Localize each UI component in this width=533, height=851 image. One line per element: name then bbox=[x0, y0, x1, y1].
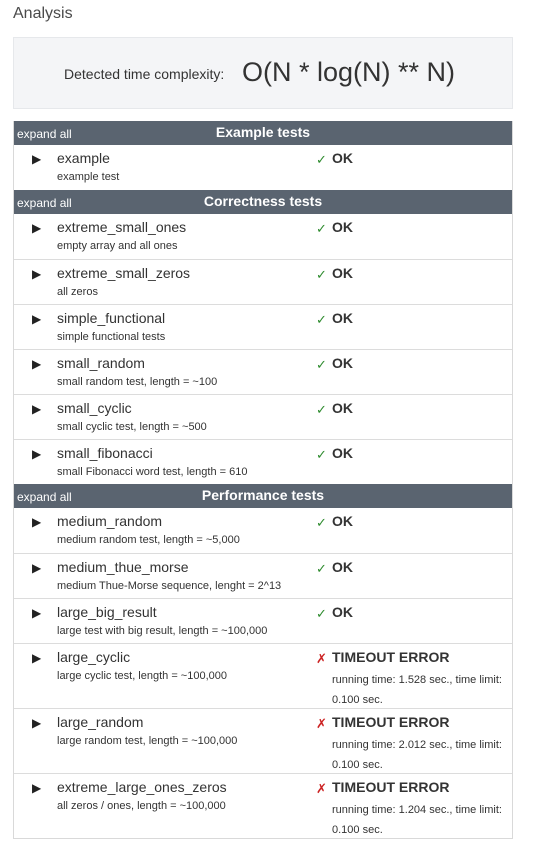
test-status: OK bbox=[332, 400, 353, 416]
test-status: OK bbox=[332, 445, 353, 461]
group-header bbox=[14, 484, 512, 508]
status-detail: running time: 1.204 sec., time limit: 0.100 sec. bbox=[332, 804, 502, 836]
expand-arrow-icon[interactable]: ▶ bbox=[32, 267, 42, 281]
page-title: Analysis bbox=[13, 5, 73, 22]
test-description: small cyclic test, length = ~500 bbox=[57, 421, 207, 433]
test-status: OK bbox=[332, 150, 353, 166]
group-title: Correctness tests bbox=[203, 193, 323, 209]
expand-arrow-icon[interactable]: ▶ bbox=[32, 515, 42, 529]
test-description: large test with big result, length = ~100,000 bbox=[57, 625, 268, 637]
test-name: extreme_large_ones_zeros bbox=[57, 779, 227, 795]
cross-icon: ✗ bbox=[316, 716, 327, 731]
expand-arrow-icon[interactable]: ▶ bbox=[32, 606, 42, 620]
test-name: extreme_small_ones bbox=[57, 219, 187, 235]
expand-arrow-icon[interactable]: ▶ bbox=[32, 221, 42, 235]
test-description: medium random test, length = ~5,000 bbox=[57, 534, 240, 546]
test-name: simple_functional bbox=[57, 310, 166, 326]
check-icon: ✓ bbox=[316, 447, 327, 462]
check-icon: ✓ bbox=[316, 606, 327, 621]
check-icon: ✓ bbox=[316, 312, 327, 327]
test-name: large_cyclic bbox=[57, 649, 131, 665]
test-description: medium Thue-Morse sequence, lenght = 2^13 bbox=[57, 580, 282, 592]
expand-arrow-icon[interactable]: ▶ bbox=[32, 357, 42, 371]
expand-arrow-icon[interactable]: ▶ bbox=[32, 716, 42, 730]
test-status: OK bbox=[332, 513, 353, 529]
expand-arrow-icon[interactable]: ▶ bbox=[32, 447, 42, 461]
check-icon: ✓ bbox=[316, 152, 327, 167]
expand-all-link[interactable]: expand all bbox=[17, 196, 72, 210]
test-name: example bbox=[57, 150, 110, 166]
test-description: example test bbox=[57, 171, 120, 183]
test-row[interactable] bbox=[14, 598, 512, 643]
group-header bbox=[14, 121, 512, 145]
test-row[interactable] bbox=[14, 304, 512, 349]
test-description: all zeros bbox=[57, 286, 98, 298]
test-status: TIMEOUT ERROR bbox=[332, 779, 450, 795]
test-name: medium_thue_morse bbox=[57, 559, 189, 575]
test-status: OK bbox=[332, 310, 353, 326]
expand-arrow-icon[interactable]: ▶ bbox=[32, 561, 42, 575]
test-name: extreme_small_zeros bbox=[57, 265, 191, 281]
expand-arrow-icon[interactable]: ▶ bbox=[32, 312, 42, 326]
expand-arrow-icon[interactable]: ▶ bbox=[32, 651, 42, 665]
expand-arrow-icon[interactable]: ▶ bbox=[32, 781, 42, 795]
test-status: OK bbox=[332, 559, 353, 575]
check-icon: ✓ bbox=[316, 402, 327, 417]
test-row[interactable] bbox=[14, 214, 512, 259]
test-row[interactable] bbox=[14, 773, 512, 838]
test-row[interactable] bbox=[14, 708, 512, 773]
test-name: small_cyclic bbox=[57, 400, 132, 416]
test-row[interactable] bbox=[14, 259, 512, 304]
test-row[interactable] bbox=[14, 508, 512, 553]
test-status: OK bbox=[332, 604, 353, 620]
status-detail: running time: 2.012 sec., time limit: 0.100 sec. bbox=[332, 739, 502, 771]
expand-arrow-icon[interactable]: ▶ bbox=[32, 402, 42, 416]
expand-arrow-icon[interactable]: ▶ bbox=[32, 152, 42, 166]
test-description: small Fibonacci word test, length = 610 bbox=[57, 466, 248, 478]
test-row[interactable] bbox=[14, 349, 512, 394]
check-icon: ✓ bbox=[316, 357, 327, 372]
results-table bbox=[13, 121, 513, 839]
test-description: large cyclic test, length = ~100,000 bbox=[57, 670, 227, 682]
test-status: TIMEOUT ERROR bbox=[332, 714, 450, 730]
test-row[interactable] bbox=[14, 643, 512, 708]
test-name: medium_random bbox=[57, 513, 163, 529]
expand-all-link[interactable]: expand all bbox=[17, 127, 72, 141]
cross-icon: ✗ bbox=[316, 781, 327, 796]
check-icon: ✓ bbox=[316, 221, 327, 236]
test-name: small_random bbox=[57, 355, 145, 371]
test-row[interactable] bbox=[14, 394, 512, 439]
test-description: all zeros / ones, length = ~100,000 bbox=[57, 800, 226, 812]
group-title: Example tests bbox=[215, 124, 311, 140]
test-description: empty array and all ones bbox=[57, 240, 178, 252]
expand-all-link[interactable]: expand all bbox=[17, 490, 72, 504]
group-title: Performance tests bbox=[201, 487, 325, 503]
test-status: OK bbox=[332, 355, 353, 371]
test-status: TIMEOUT ERROR bbox=[332, 649, 450, 665]
test-row[interactable] bbox=[14, 553, 512, 598]
test-status: OK bbox=[332, 265, 353, 281]
check-icon: ✓ bbox=[316, 561, 327, 576]
check-icon: ✓ bbox=[316, 515, 327, 530]
test-name: small_fibonacci bbox=[57, 445, 153, 461]
test-name: large_big_result bbox=[57, 604, 157, 620]
complexity-panel bbox=[13, 37, 513, 109]
cross-icon: ✗ bbox=[316, 651, 327, 666]
complexity-label: Detected time complexity: bbox=[64, 66, 225, 82]
check-icon: ✓ bbox=[316, 267, 327, 282]
group-header bbox=[14, 190, 512, 214]
complexity-value: O(N * log(N) ** N) bbox=[242, 57, 456, 87]
test-name: large_random bbox=[57, 714, 144, 730]
test-description: simple functional tests bbox=[57, 331, 166, 343]
test-row[interactable] bbox=[14, 145, 512, 190]
test-description: large random test, length = ~100,000 bbox=[57, 735, 238, 747]
test-description: small random test, length = ~100 bbox=[57, 376, 218, 388]
status-detail: running time: 1.528 sec., time limit: 0.100 sec. bbox=[332, 674, 502, 706]
test-row[interactable] bbox=[14, 439, 512, 484]
test-status: OK bbox=[332, 219, 353, 235]
